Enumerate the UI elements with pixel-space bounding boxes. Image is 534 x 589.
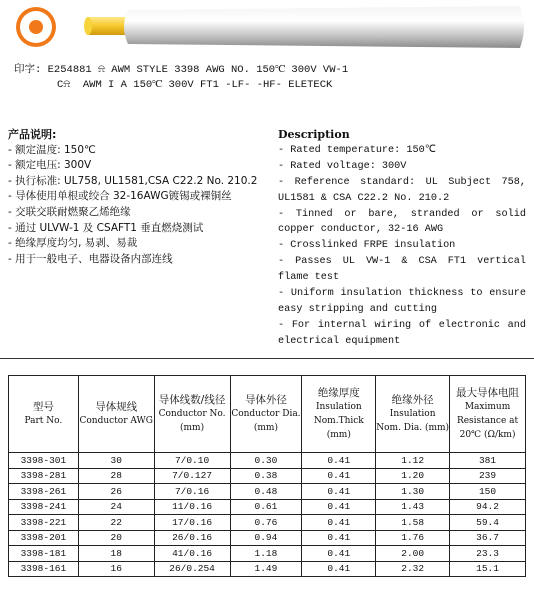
table-cell: 11/0.16 (154, 499, 230, 515)
table-cell: 0.38 (230, 468, 302, 484)
cn-item: - 导体使用单根或绞合 32-16AWG镀锡或裸铜丝 (8, 190, 232, 203)
en-item: - For internal wiring of electronic and electrical equipment (278, 319, 526, 347)
table-cell: 0.41 (302, 530, 376, 546)
table-cell: 20 (78, 530, 154, 546)
table-cell: 1.49 (230, 561, 302, 577)
table-cell: 30 (78, 453, 154, 469)
en-item: - Crosslinked FRPE insulation (278, 240, 456, 252)
table-cell: 0.94 (230, 530, 302, 546)
table-cell: 0.61 (230, 499, 302, 515)
table-cell: 1.18 (230, 546, 302, 562)
spec-table-body (9, 453, 526, 577)
cn-item: - 绝缘厚度均匀, 易剥、易裁 (8, 237, 138, 250)
cn-item: - 交联交联耐燃聚乙烯绝缘 (8, 205, 131, 218)
table-row (9, 468, 526, 484)
table-cell: 1.58 (376, 515, 450, 531)
table-cell: 2.32 (376, 561, 450, 577)
header-conductor-dia: 导体外径 Conductor Dia. (mm) (230, 376, 302, 453)
table-cell: 3398-261 (9, 484, 79, 500)
table-row (9, 484, 526, 500)
cn-item: - 用于一般电子、电器设备内部连线 (8, 252, 173, 265)
insulation-icon (124, 6, 524, 48)
cn-item: - 额定电压: 300V (8, 159, 92, 172)
table-cell: 15.1 (450, 561, 526, 577)
description-en-title: Description (278, 128, 350, 141)
table-cell: 94.2 (450, 499, 526, 515)
conductor-icon (84, 17, 128, 35)
table-cell: 7/0.16 (154, 484, 230, 500)
table-cell: 3398-181 (9, 546, 79, 562)
header-conductor-no: 导体线数/线径 Conductor No. (mm) (154, 376, 230, 453)
section-divider (0, 358, 534, 359)
header-insulation-dia: 绝缘外径 Insulation Nom. Dia. (mm) (376, 376, 450, 453)
table-cell: 36.7 (450, 530, 526, 546)
header-part-no: 型号 Part No. (9, 376, 79, 453)
table-cell: 0.41 (302, 561, 376, 577)
table-cell: 17/0.16 (154, 515, 230, 531)
table-cell: 3398-281 (9, 468, 79, 484)
table-row (9, 453, 526, 469)
en-item: - Rated voltage: 300V (278, 160, 407, 172)
cn-item: - 通过 ULVW-1 及 CSAFT1 垂直燃烧测试 (8, 221, 204, 234)
header-conductor-awg: 导体规线 Conductor AWG (78, 376, 154, 453)
table-cell: 0.48 (230, 484, 302, 500)
cross-section-icon (16, 7, 56, 47)
en-item: - Reference standard: UL Subject 758, UL1581 & CSA C22.2 No. 210.2 (278, 176, 526, 204)
table-cell: 1.12 (376, 453, 450, 469)
en-item: - Tinned or bare, stranded or solid copper conductor, 32-16 AWG (278, 208, 526, 236)
cn-item: - 额定温度: 150℃ (8, 143, 96, 156)
table-cell: 0.41 (302, 515, 376, 531)
table-cell: 26 (78, 484, 154, 500)
description-cn (8, 127, 270, 267)
table-cell: 28 (78, 468, 154, 484)
print-marking (14, 63, 348, 93)
table-cell: 26/0.16 (154, 530, 230, 546)
header-insulation-thick: 绝缘厚度 Insulation Nom.Thick (mm) (302, 376, 376, 453)
table-cell: 3398-301 (9, 453, 79, 469)
table-cell: 22 (78, 515, 154, 531)
table-cell: 1.76 (376, 530, 450, 546)
table-cell: 59.4 (450, 515, 526, 531)
wire-illustration (0, 0, 534, 60)
table-cell: 16 (78, 561, 154, 577)
en-item: - Uniform insulation thickness to ensure easy stripping and cutting (278, 288, 526, 315)
table-cell: 150 (450, 484, 526, 500)
table-cell: 0.41 (302, 453, 376, 469)
table-cell: 0.41 (302, 499, 376, 515)
table-cell: 239 (450, 468, 526, 484)
table-cell: 3398-221 (9, 515, 79, 531)
description-cn-title: 产品说明: (8, 128, 57, 141)
marking-prefix: 印字: (14, 64, 42, 76)
table-header-row (9, 376, 526, 453)
table-cell: 0.41 (302, 468, 376, 484)
table-row (9, 499, 526, 515)
en-item: - Rated temperature: 150℃ (278, 144, 437, 156)
table-cell: 41/0.16 (154, 546, 230, 562)
cn-item: - 执行标准: UL758, UL1581,CSA C22.2 No. 210.2 (8, 174, 258, 187)
table-row (9, 561, 526, 577)
table-cell: 1.43 (376, 499, 450, 515)
table-cell: 2.00 (376, 546, 450, 562)
table-cell: 24 (78, 499, 154, 515)
table-row (9, 515, 526, 531)
table-cell: 381 (450, 453, 526, 469)
description-en (278, 127, 526, 350)
table-cell: 1.30 (376, 484, 450, 500)
marking-line-1 (14, 63, 348, 78)
table-cell: 1.20 (376, 468, 450, 484)
table-cell: 0.76 (230, 515, 302, 531)
table-cell: 0.41 (302, 484, 376, 500)
table-cell: 18 (78, 546, 154, 562)
marking-line-2: C⍾ AWM I A 150℃ 300V FT1 -LF- -HF- ELETECK (57, 79, 333, 91)
header-max-resistance: 最大导体电阻 Maximum Resistance at 20℃ (Ω/km) (450, 376, 526, 453)
table-cell: 3398-161 (9, 561, 79, 577)
table-cell: 7/0.10 (154, 453, 230, 469)
spec-table (8, 375, 526, 577)
en-item: - Passes UL VW-1 & CSA FT1 vertical flame test (278, 256, 526, 284)
table-cell: 3398-201 (9, 530, 79, 546)
table-cell: 3398-241 (9, 499, 79, 515)
table-cell: 26/0.254 (154, 561, 230, 577)
table-cell: 23.3 (450, 546, 526, 562)
table-cell: 0.30 (230, 453, 302, 469)
marking-text-1: E254881 ⍾ AWM STYLE 3398 AWG NO. 150℃ 300V VW-1 (41, 64, 349, 76)
table-row (9, 530, 526, 546)
table-row (9, 546, 526, 562)
table-cell: 7/0.127 (154, 468, 230, 484)
table-cell: 0.41 (302, 546, 376, 562)
